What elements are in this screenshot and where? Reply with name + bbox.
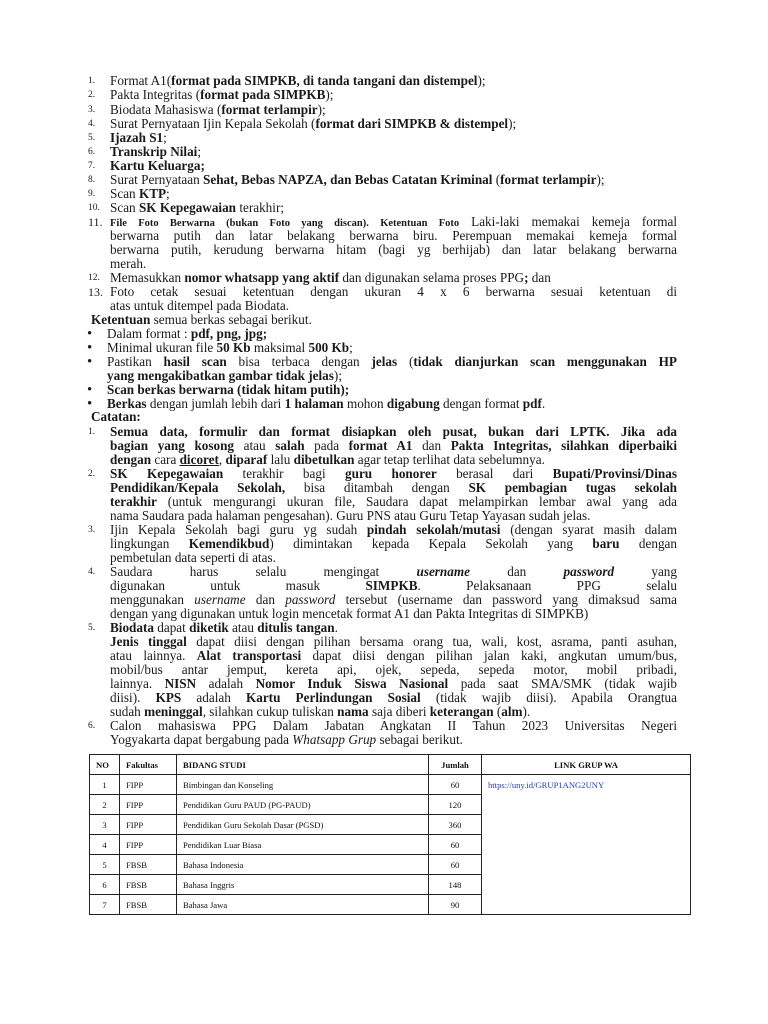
text-run: ); <box>317 102 326 117</box>
text-run: jelas <box>371 354 398 369</box>
text-run: digabung <box>386 396 440 411</box>
text-run: Whatsapp Grup <box>292 732 377 747</box>
text-line <box>110 103 355 117</box>
text-run: alm <box>501 704 523 719</box>
text-run: ) dimintakan kepada Kepala Sekolah yang <box>269 536 593 551</box>
text-run: guru honorer <box>345 466 437 481</box>
text-run: Bupati/Provinsi/Dinas <box>552 466 677 481</box>
text-run: adalah <box>196 676 256 691</box>
text-run: Kartu Perlindungan Sosial <box>245 690 421 705</box>
cell-fakultas: FIPP <box>120 835 177 855</box>
text-line <box>110 173 675 187</box>
table-row <box>90 775 691 795</box>
text-line <box>110 453 606 467</box>
cell-no: 1 <box>90 775 120 795</box>
text-run: 50 Kb <box>216 340 251 355</box>
text-run: keterangan <box>429 704 494 719</box>
text-run: dapat diisi dengan pilihan bersama orang tua, wali, kost, asrama, panti asuhan, <box>186 634 677 649</box>
text-line <box>110 187 177 201</box>
text-run: yang mengakibatkan gambar tidak jelas <box>107 368 334 383</box>
text-line <box>110 509 665 523</box>
text-run: Catatan: <box>91 409 141 424</box>
text-run: SK pembagian tugas sekolah <box>468 480 677 495</box>
text-line <box>110 537 677 551</box>
text-run: Pakta Integritas, silahkan diperbaiki <box>450 438 678 453</box>
text-run: username <box>194 592 246 607</box>
text-run: bisa ditambah dengan <box>285 480 469 495</box>
text-line <box>110 481 677 495</box>
text-line <box>110 663 677 677</box>
list-number: 1. <box>88 76 96 86</box>
text-run: dibetulkan <box>293 452 355 467</box>
bullet-marker: • <box>87 382 93 398</box>
text-run: atau lainnya. <box>110 648 197 663</box>
cell-bidang-studi: Bahasa Jawa <box>177 895 429 915</box>
list-number: 6. <box>88 721 96 731</box>
text-line <box>91 313 343 327</box>
text-run: dicoret <box>179 452 219 467</box>
text-run: semua berkas sebagai berikut. <box>150 312 312 327</box>
text-run: format terlampir <box>500 172 597 187</box>
text-run: Kemendikbud <box>188 536 270 551</box>
text-run: pindah sekolah/mutasi <box>366 522 501 537</box>
text-run: ). <box>522 704 531 719</box>
cell-bidang-studi: Bahasa Inggris <box>177 875 429 895</box>
text-run: Scan <box>110 186 139 201</box>
text-run: saja diberi <box>368 704 430 719</box>
text-run: Ketentuan <box>91 312 151 327</box>
text-run: diketik <box>189 620 229 635</box>
text-line <box>91 410 147 424</box>
text-line <box>110 565 677 579</box>
text-run: nama <box>337 704 369 719</box>
cell-jumlah: 60 <box>429 775 482 795</box>
text-line <box>110 74 540 88</box>
text-line <box>110 635 677 649</box>
text-line <box>110 131 175 145</box>
cell-jumlah: 60 <box>429 855 482 875</box>
text-line <box>110 691 677 705</box>
text-run: SK Kepegawaian <box>110 466 224 481</box>
text-line <box>110 229 677 243</box>
text-run: Laki-laki memakai kemeja formal <box>459 214 677 229</box>
text-run: password <box>285 592 336 607</box>
header-link-grup-wa: LINK GRUP WA <box>482 755 691 775</box>
text-run: ; <box>524 270 529 285</box>
text-line <box>110 299 316 313</box>
cell-jumlah: 90 <box>429 895 482 915</box>
cell-fakultas: FBSB <box>120 895 177 915</box>
cell-no: 4 <box>90 835 120 855</box>
text-line <box>110 467 677 481</box>
text-run: (dengan syarat masih dalam <box>500 522 677 537</box>
text-line <box>110 257 148 271</box>
header-fakultas: Fakultas <box>120 755 177 775</box>
text-line <box>110 523 677 537</box>
list-number: 12. <box>88 273 100 283</box>
text-run: dan <box>528 270 551 285</box>
text-run: mobil/bus antar jemput, kereta api, ojek, sepeda, sepeda motor, mobil pribadi, <box>110 662 677 677</box>
text-run: hasil scan <box>163 354 227 369</box>
cell-no: 6 <box>90 875 120 895</box>
text-run: ditulis tangan <box>257 620 335 635</box>
text-run: SIMPKB <box>365 578 418 593</box>
text-run: . <box>334 620 338 635</box>
text-run: ( <box>492 172 501 187</box>
text-line <box>110 733 487 747</box>
cell-jumlah: 148 <box>429 875 482 895</box>
text-run: lingkungan <box>110 536 189 551</box>
text-run: dengan format <box>439 396 523 411</box>
table-body <box>90 775 691 915</box>
text-run: pada <box>304 438 349 453</box>
text-run: digunakan untuk masuk <box>110 578 366 593</box>
text-run: ( <box>397 354 414 369</box>
text-run: Surat Pernyataan Ijin Kepala Sekolah ( <box>110 116 316 131</box>
text-run: meninggal <box>144 704 203 719</box>
text-run: diparaf <box>225 452 268 467</box>
text-run: dan <box>469 564 564 579</box>
cell-no: 5 <box>90 855 120 875</box>
table-header-row <box>90 755 691 775</box>
text-run: bisa terbaca dengan <box>226 354 372 369</box>
text-run: pembetulan data seperti di atas. <box>110 550 276 565</box>
text-run: ; <box>349 340 353 355</box>
text-run: ); <box>508 116 517 131</box>
text-run: ( <box>493 704 502 719</box>
text-run: ; <box>197 144 201 159</box>
text-run: agar tetap terlihat data sebelumnya. <box>354 452 545 467</box>
cell-jumlah: 120 <box>429 795 482 815</box>
text-run: merah. <box>110 256 147 271</box>
text-run: maksimal <box>250 340 309 355</box>
list-number: 10. <box>88 203 100 213</box>
text-run: mohon <box>343 396 387 411</box>
bullet-marker: • <box>87 354 93 370</box>
text-run: (tidak wajib diisi). Apabila Orangtua <box>420 690 677 705</box>
text-line <box>110 201 307 215</box>
text-run: yang <box>614 564 677 579</box>
cell-bidang-studi: Bimbingan dan Konseling <box>177 775 429 795</box>
text-run: Pastikan <box>107 354 164 369</box>
text-run: format dari SIMPKB & distempel <box>315 116 509 131</box>
text-run: dan <box>412 438 451 453</box>
text-run: Yogyakarta dapat bergabung pada <box>110 732 293 747</box>
list-number: 11. <box>88 215 103 229</box>
text-line <box>110 705 588 719</box>
text-run: baru <box>592 536 620 551</box>
text-run: Nomor Induk Siswa Nasional <box>255 676 449 691</box>
text-run: pdf, png, jpg; <box>190 326 268 341</box>
text-run: terakhir <box>110 494 157 509</box>
text-run: Biodata Mahasiswa ( <box>110 102 222 117</box>
text-run: lalu <box>267 452 294 467</box>
text-run: Foto cetak sesuai ketentuan dengan ukuran 4 x 6 berwarna sesuai ketentuan di <box>110 284 677 299</box>
text-run: adalah <box>181 690 246 705</box>
text-run: terakhir; <box>236 200 284 215</box>
text-run: Saudara harus selalu mengingat <box>110 564 417 579</box>
text-run: Calon mahasiswa PPG Dalam Jabatan Angkatan II Tahun 2023 Universitas Negeri <box>110 718 677 733</box>
list-number: 4. <box>88 567 96 577</box>
header-jumlah: Jumlah <box>429 755 482 775</box>
text-run: KPS <box>155 690 182 705</box>
text-line <box>110 551 300 565</box>
cell-fakultas: FBSB <box>120 875 177 895</box>
text-run: ; <box>163 130 167 145</box>
text-line <box>110 425 677 439</box>
text-run: Surat Pernyataan <box>110 172 204 187</box>
text-line <box>110 271 615 285</box>
text-run: ); <box>596 172 605 187</box>
text-run: dengan <box>619 536 677 551</box>
list-number: 3. <box>88 525 96 535</box>
header-no: NO <box>90 755 120 775</box>
text-run: Biodata <box>110 620 154 635</box>
text-run: Pendidikan/Kepala Sekolah, <box>110 480 286 495</box>
text-run: SK Kepegawaian <box>138 200 237 215</box>
text-run: dengan <box>110 452 152 467</box>
text-run: dengan yang digunakan untuk login mencetak format A1 dan Pakta Integritas di SIMPKB) <box>110 606 589 621</box>
text-run: dan digunakan selama proses PPG <box>339 270 525 285</box>
text-run: (untuk mengurangi ukuran file, Saudara dapat melampirkan lembar awal yang ada <box>156 494 677 509</box>
text-run: Format A1( <box>110 73 172 88</box>
text-line <box>110 593 677 607</box>
cell-bidang-studi: Pendidikan Guru PAUD (PG-PAUD) <box>177 795 429 815</box>
list-number: 1. <box>88 427 96 437</box>
list-number: 2. <box>88 90 96 100</box>
text-run: berwarna putih dan latar belakang berwarna biru. Perempuan memakai kemeja formal <box>110 228 677 243</box>
text-line <box>110 649 677 663</box>
text-run: username <box>416 564 470 579</box>
cell-fakultas: FIPP <box>120 795 177 815</box>
text-run: Kartu Keluarga; <box>110 158 205 173</box>
text-line <box>110 117 575 131</box>
text-run: 1 halaman <box>284 396 344 411</box>
bullet-marker: • <box>87 340 93 356</box>
text-run: ; <box>166 186 170 201</box>
list-number: 13. <box>88 285 103 299</box>
cell-jumlah: 60 <box>429 835 482 855</box>
header-bidang-studi: BIDANG STUDI <box>177 755 429 775</box>
text-line <box>110 677 677 691</box>
text-run: Ijazah S1 <box>110 130 164 145</box>
bullet-marker: • <box>87 326 93 342</box>
text-line <box>110 159 219 173</box>
text-run: File Foto Berwarna (bukan Foto yang discan). Ketentuan Foto <box>110 218 460 229</box>
text-line <box>107 341 386 355</box>
list-number: 6. <box>88 147 96 157</box>
text-run: bagian yang kosong <box>110 438 235 453</box>
text-run: ); <box>325 87 334 102</box>
text-run: nomor whatsapp yang aktif <box>184 270 340 285</box>
cell-fakultas: FIPP <box>120 815 177 835</box>
text-run: Alat transportasi <box>196 648 302 663</box>
text-run: , silahkan cukup tuliskan <box>202 704 338 719</box>
cell-jumlah: 360 <box>429 815 482 835</box>
cell-fakultas: FIPP <box>120 775 177 795</box>
text-run: Berkas <box>107 396 147 411</box>
text-run: Scan <box>110 200 139 215</box>
cell-bidang-studi: Pendidikan Luar Biasa <box>177 835 429 855</box>
text-line <box>110 621 367 635</box>
text-line <box>110 145 228 159</box>
text-run: Sehat, Bebas NAPZA, dan Bebas Catatan Kriminal <box>203 172 493 187</box>
text-run: dapat <box>153 620 190 635</box>
text-line <box>107 355 677 369</box>
text-run: cara <box>151 452 180 467</box>
text-run: sebagai berikut. <box>376 732 463 747</box>
text-run: Pakta Integritas ( <box>110 87 201 102</box>
list-number: 2. <box>88 469 96 479</box>
cell-no: 7 <box>90 895 120 915</box>
text-run: menggunakan <box>110 592 195 607</box>
list-number: 4. <box>88 119 96 129</box>
text-run: diisi). <box>110 690 156 705</box>
text-run: atau <box>234 438 276 453</box>
text-line <box>110 719 677 733</box>
text-line <box>107 327 288 341</box>
text-run: format pada SIMPKB, di tanda tangani dan distempel <box>171 73 478 88</box>
text-run: Memasukkan <box>110 270 185 285</box>
text-run: ); <box>333 368 342 383</box>
cell-no: 3 <box>90 815 120 835</box>
text-run: Ijin Kepala Sekolah bagi guru yg sudah <box>110 522 367 537</box>
text-run: sudah <box>110 704 145 719</box>
text-run: Jenis tinggal <box>110 634 187 649</box>
text-run: berwarna putih, kerudung berwarna hitam (bagi yg berhijab) dan latar belakang berwarna <box>110 242 677 257</box>
text-run: salah <box>275 438 305 453</box>
text-run: NISN <box>164 676 197 691</box>
text-run: format pada SIMPKB <box>200 87 326 102</box>
cell-no: 2 <box>90 795 120 815</box>
text-run: tersebut (username dan password yang dimaksud sama <box>335 592 677 607</box>
list-number: 8. <box>88 175 96 185</box>
text-run: pada saat SMA/SMK (tidak wajib <box>448 676 677 691</box>
text-run: . Pelaksanaan PPG selalu <box>417 578 677 593</box>
text-run: dapat diisi dengan pilihan jalan kaki, angkutan umum/bus, <box>301 648 678 663</box>
text-run: dan <box>245 592 286 607</box>
text-run: format A1 <box>348 438 413 453</box>
text-run: Minimal ukuran file <box>107 340 217 355</box>
text-run: terakhir bagi <box>223 466 346 481</box>
text-run: 500 Kb <box>308 340 350 355</box>
text-run: Scan berkas berwarna (tidak hitam putih); <box>107 382 350 397</box>
list-number: 5. <box>88 133 96 143</box>
text-run: Semua data, formulir dan format disiapkan oleh pusat, bukan dari LPTK. Jika ada <box>110 424 677 439</box>
text-run: pdf <box>522 396 542 411</box>
text-line <box>110 439 677 453</box>
text-line <box>107 383 385 397</box>
text-run: Dalam format : <box>107 326 191 341</box>
text-run: atas untuk ditempel pada Biodata. <box>110 298 290 313</box>
text-run: ); <box>477 73 486 88</box>
text-run: nama Saudara pada halaman pengesahan). Guru PNS atau Guru Tetap Yayasan sudah jelas. <box>110 508 591 523</box>
text-run: atau <box>228 620 258 635</box>
list-number: 7. <box>88 161 96 171</box>
text-run: lainnya. <box>110 676 165 691</box>
text-line <box>107 369 362 383</box>
wa-group-link[interactable]: https://uny.id/GRUP1ANG2UNY <box>482 775 691 915</box>
cell-fakultas: FBSB <box>120 855 177 875</box>
wa-group-table <box>89 754 691 915</box>
text-run: password <box>563 564 615 579</box>
list-number: 5. <box>88 623 96 633</box>
text-line <box>107 397 607 411</box>
text-line <box>110 243 677 257</box>
text-run: dengan jumlah lebih dari <box>146 396 285 411</box>
cell-bidang-studi: Pendidikan Guru Sekolah Dasar (PGSD) <box>177 815 429 835</box>
list-number: 3. <box>88 105 96 115</box>
text-line <box>110 607 655 621</box>
cell-bidang-studi: Bahasa Indonesia <box>177 855 429 875</box>
text-run: . <box>541 396 546 411</box>
text-line <box>110 285 677 299</box>
text-run: berasal dari <box>436 466 553 481</box>
text-run: tidak dianjurkan scan menggunakan HP <box>413 354 677 369</box>
bullet-marker: • <box>87 396 93 412</box>
text-run: , <box>218 452 226 467</box>
text-line <box>110 579 677 593</box>
text-run: KTP <box>138 186 167 201</box>
list-number: 9. <box>88 189 96 199</box>
text-run: Transkrip Nilai <box>110 144 198 159</box>
text-line <box>110 495 677 509</box>
text-run: format terlampir <box>221 102 318 117</box>
text-line <box>110 88 366 102</box>
